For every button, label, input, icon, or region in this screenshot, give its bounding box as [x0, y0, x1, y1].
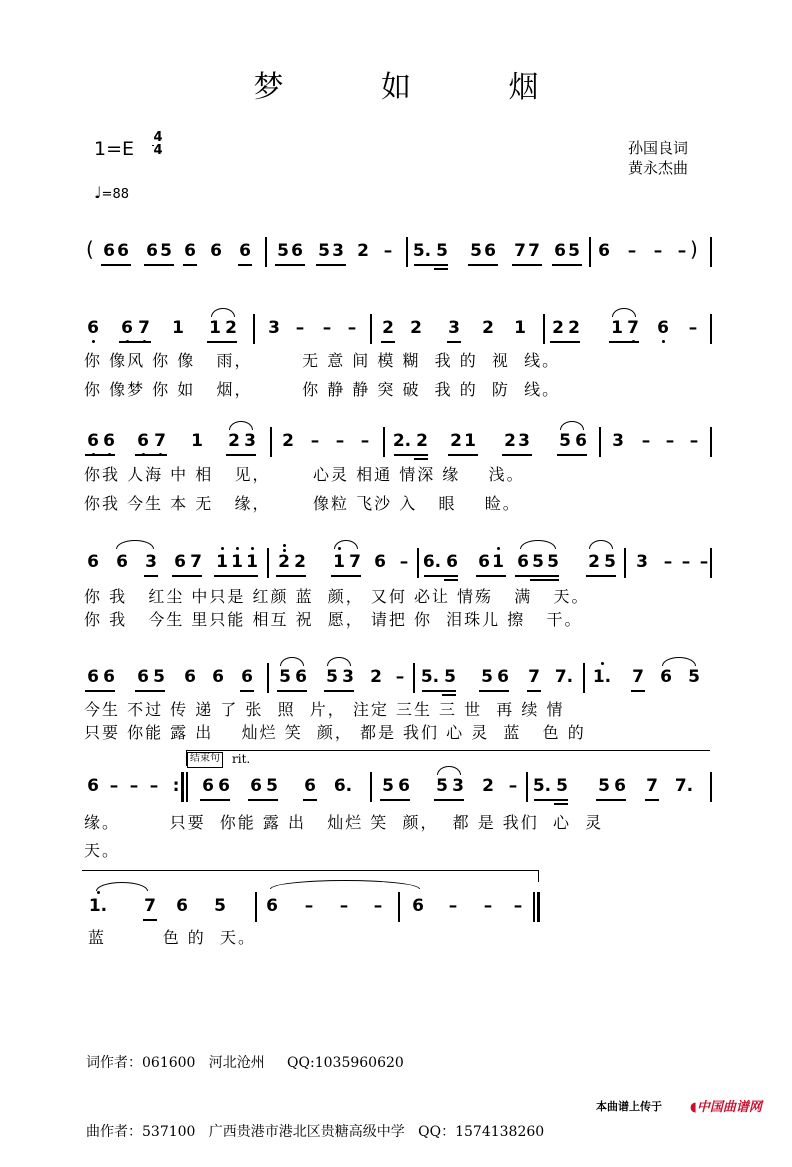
score-note: 5	[326, 667, 338, 687]
score-note: –	[689, 431, 699, 451]
score-note: 6.	[422, 552, 442, 572]
score-note: 7	[632, 667, 644, 687]
score-note: 5	[532, 552, 544, 572]
bar-line	[537, 892, 540, 922]
score-note: 2	[588, 552, 600, 572]
beat-underline	[316, 264, 346, 266]
score-note: 5	[279, 667, 291, 687]
score-note: 7	[646, 776, 658, 796]
beat-underline	[101, 264, 131, 266]
beat-underline	[479, 690, 509, 692]
slur-mark	[280, 657, 304, 666]
beat-underline	[144, 264, 174, 266]
key-signature: 1=E	[94, 138, 135, 160]
score-note: 1	[242, 548, 262, 576]
score-note: 1	[172, 318, 184, 338]
score-note: 7	[150, 427, 170, 455]
slur-mark	[229, 421, 253, 430]
beat-underline	[424, 575, 458, 577]
score-note: 6	[304, 776, 316, 796]
score-note: 6	[554, 241, 566, 261]
score-note: 5	[160, 241, 172, 261]
beat-underline	[586, 575, 616, 577]
beat-underline	[512, 264, 542, 266]
score-note: 1	[191, 431, 203, 451]
site-name: 中国曲谱网	[696, 1100, 762, 1115]
bar-line	[589, 237, 591, 267]
score-note: 6	[210, 241, 222, 261]
score-note: –	[448, 896, 458, 916]
beat-underline	[527, 690, 541, 692]
repeat-paren-close: )	[690, 237, 698, 261]
bar-line	[265, 237, 267, 267]
score-note: 1	[212, 548, 232, 576]
beat-underline	[515, 575, 559, 577]
score-note: –	[627, 241, 637, 261]
beat-underline	[447, 341, 461, 343]
score-note: 2	[228, 431, 240, 451]
slur-mark	[334, 540, 358, 549]
score-note: 6	[87, 552, 99, 572]
score-note: 5	[444, 667, 456, 687]
score-note: 6	[212, 667, 224, 687]
score-note: 2	[225, 318, 237, 338]
score-note: 2	[410, 318, 422, 338]
score-note: –	[513, 896, 523, 916]
score-system-4	[0, 548, 792, 582]
score-note: 3	[145, 552, 157, 572]
score-note: 7	[528, 241, 540, 261]
score-note: 7	[528, 667, 540, 687]
bar-line	[417, 548, 419, 578]
score-note: 6	[598, 241, 610, 261]
score-note: –	[681, 552, 691, 572]
score-note: –	[699, 552, 709, 572]
beat-underline	[200, 799, 230, 801]
score-note: 6	[653, 314, 673, 342]
score-note: 6	[266, 896, 278, 916]
beat-underline	[183, 264, 197, 266]
score-note: 1	[209, 318, 221, 338]
lyric-line: 今生 不过 传 递 了 张 照 片， 注定 三生 三 世 再 续 情	[84, 700, 565, 719]
score-note: –	[310, 431, 320, 451]
score-note: 5	[556, 776, 568, 796]
score-note: 1.	[592, 663, 612, 691]
score-note: 5	[436, 776, 448, 796]
credits	[628, 138, 688, 178]
score-note: 2	[450, 431, 462, 451]
score-note: –	[508, 776, 518, 796]
score-note: 6	[146, 241, 158, 261]
score-note: 3	[342, 667, 354, 687]
score-note: 2	[274, 548, 294, 576]
bar-line	[186, 772, 188, 802]
score-note: –	[339, 896, 349, 916]
score-system-2	[0, 314, 792, 348]
beat-underline	[240, 690, 254, 692]
score-note: 6	[660, 667, 672, 687]
beat-underline	[119, 341, 151, 343]
quarter-note-icon: ♩	[94, 183, 102, 202]
beat-underline	[324, 690, 354, 692]
score-note: 7	[134, 314, 154, 342]
score-note: –	[483, 896, 493, 916]
score-note: 6	[239, 241, 251, 261]
lyric-line: 蓝 色 的 天。	[88, 928, 256, 947]
score-note: –	[653, 241, 663, 261]
score-note: 3	[636, 552, 648, 572]
tempo-marking	[94, 183, 129, 202]
bar-line	[152, 145, 154, 146]
score-note: 6	[497, 667, 509, 687]
beat-underline	[143, 919, 157, 921]
score-note: 6	[174, 552, 186, 572]
score-note: 2	[282, 431, 294, 451]
score-system-6	[0, 772, 792, 806]
beat-underline	[442, 694, 456, 696]
score-note: 5	[481, 667, 493, 687]
score-note: –	[383, 241, 393, 261]
score-note: 6	[103, 241, 115, 261]
score-note: 6	[117, 314, 137, 342]
score-note: –	[688, 318, 698, 338]
score-note: 6	[83, 427, 103, 455]
score-note: 5.	[412, 241, 432, 261]
score-note: 3	[268, 318, 280, 338]
score-note: 1	[488, 548, 508, 576]
score-note: –	[322, 318, 332, 338]
score-note: 2	[482, 776, 494, 796]
bar-line	[624, 548, 626, 578]
score-note: 6	[83, 314, 103, 342]
beat-underline	[414, 264, 448, 266]
score-note: 5	[436, 241, 448, 261]
beat-underline	[303, 799, 317, 801]
bar-line	[255, 892, 257, 922]
score-note: 6	[250, 776, 262, 796]
bar-line	[599, 427, 601, 457]
bar-line	[583, 663, 585, 693]
score-note: 6	[184, 241, 196, 261]
score-note: 7	[514, 241, 526, 261]
score-note: 5	[470, 241, 482, 261]
slur-mark	[520, 540, 556, 549]
lyric-line: 你 像梦 你 如 烟， 你 静 静 突 破 我 的 防 线。	[84, 380, 561, 399]
bar-line	[253, 314, 255, 344]
score-note: –	[677, 241, 687, 261]
beat-underline	[248, 799, 278, 801]
lyric-line: 缘。 只要 你能 露 出 灿烂 笑 颜， 都 是 我们 心 灵	[84, 813, 604, 832]
score-note: 2	[482, 318, 494, 338]
score-note: 5	[598, 776, 610, 796]
beat-underline	[85, 454, 115, 456]
bar-line	[710, 237, 712, 267]
score-note: 5	[688, 667, 700, 687]
beat-underline	[534, 799, 568, 801]
score-note: :	[172, 776, 180, 796]
beat-underline	[226, 454, 256, 456]
score-note: –	[295, 318, 305, 338]
composer-info: 曲作者：537100 广西贵港市港北区贵糖高级中学 QQ：1574138260	[86, 1124, 545, 1140]
beat-underline	[135, 454, 167, 456]
score-note: –	[663, 552, 673, 572]
beat-underline	[554, 803, 568, 805]
score-note: 6	[295, 667, 307, 687]
score-note: 1	[611, 318, 623, 338]
score-note: 6	[176, 896, 188, 916]
lyric-line: 你我 人海 中 相 见， 心灵 相通 情深 缘 浅。	[84, 465, 525, 484]
beat-underline	[631, 690, 645, 692]
beat-underline	[214, 575, 258, 577]
score-system-7	[0, 892, 792, 926]
score-note: 2	[357, 241, 369, 261]
score-note: 5	[604, 552, 616, 572]
lyric-line: 你 我 今生 里只能 相互 祝 愿， 请把 你 泪珠儿 擦 干。	[84, 610, 583, 629]
bar-line	[543, 314, 545, 344]
beat-underline	[434, 799, 464, 801]
score-note: 6	[412, 896, 424, 916]
score-note: 6	[446, 552, 458, 572]
bar-line	[370, 314, 372, 344]
beat-underline	[609, 341, 639, 343]
beat-underline	[476, 575, 506, 577]
score-note: –	[373, 896, 383, 916]
score-note: 3	[612, 431, 624, 451]
score-note: 6	[241, 667, 253, 687]
score-note: 6	[133, 427, 153, 455]
beat-underline	[135, 690, 165, 692]
score-note: 2	[370, 667, 382, 687]
score-note: 7.	[554, 667, 574, 687]
score-note: 5	[214, 896, 226, 916]
bar-line	[526, 772, 528, 802]
page-title: 梦 如 烟	[253, 70, 583, 105]
score-note: 6	[103, 667, 115, 687]
score-note: 1.	[88, 892, 108, 920]
score-note: 5	[153, 667, 165, 687]
slur-mark	[211, 308, 235, 317]
score-note: 6	[374, 552, 386, 572]
time-signature-top: 4	[153, 130, 163, 145]
beat-underline	[380, 799, 410, 801]
beat-underline	[144, 575, 158, 577]
score-note: 6	[117, 241, 129, 261]
score-note: 6	[517, 552, 529, 572]
slur-mark	[96, 882, 148, 891]
lyricist-credit: 孙国良词	[628, 139, 689, 157]
slur-mark	[437, 766, 461, 775]
time-signature	[152, 131, 164, 157]
bar-line	[181, 772, 184, 802]
author-info	[86, 1006, 544, 1167]
beat-underline	[596, 799, 626, 801]
bar-line	[710, 548, 712, 578]
beat-underline	[275, 264, 305, 266]
score-note: 2.	[392, 431, 412, 451]
slur-mark	[327, 657, 351, 666]
score-note: 2	[504, 431, 516, 451]
beat-underline	[434, 268, 448, 270]
score-note: –	[129, 776, 139, 796]
score-note: 5	[547, 552, 559, 572]
score-note: 3	[244, 431, 256, 451]
beat-underline	[552, 264, 582, 266]
score-note: 5.	[420, 667, 440, 687]
beat-underline	[277, 690, 307, 692]
score-note: 5	[568, 241, 580, 261]
score-note: 2	[382, 318, 394, 338]
beat-underline	[557, 454, 587, 456]
score-note: 3	[448, 318, 460, 338]
score-note: –	[395, 667, 405, 687]
upload-note: 本曲谱上传于	[596, 1100, 662, 1113]
score-note: 5	[266, 776, 278, 796]
score-note: 6	[116, 552, 128, 572]
rit-marking: rit.	[232, 752, 251, 766]
score-note: 3	[332, 241, 344, 261]
score-note: 1	[227, 548, 247, 576]
score-note: –	[641, 431, 651, 451]
lyric-line: 你 像风 你 像 雨， 无 意 间 模 糊 我 的 视 线。	[84, 351, 561, 370]
bar-line	[267, 663, 269, 693]
bar-line	[413, 663, 415, 693]
score-note: 6	[398, 776, 410, 796]
beat-underline	[414, 458, 428, 460]
score-note: 6	[202, 776, 214, 796]
score-note: 1	[329, 548, 349, 576]
beat-underline	[207, 341, 237, 343]
site-logo[interactable]	[690, 1096, 762, 1115]
score-note: 2	[552, 318, 564, 338]
score-note: 3	[452, 776, 464, 796]
beat-underline	[530, 579, 559, 581]
score-note: 7	[349, 552, 361, 572]
score-note: 6	[137, 667, 149, 687]
score-system-1	[0, 237, 792, 271]
slur-mark	[560, 421, 584, 430]
score-note: 6	[184, 667, 196, 687]
score-note: 2	[568, 318, 580, 338]
score-note: 5	[382, 776, 394, 796]
score-note: 5	[559, 431, 571, 451]
lyric-line: 你我 今生 本 无 缘， 像粒 飞沙 入 眼 睑。	[84, 494, 521, 513]
bar-line	[370, 772, 372, 802]
beat-underline	[331, 575, 361, 577]
score-note: 1	[514, 318, 526, 338]
score-note: 7	[144, 896, 156, 916]
bar-line	[398, 892, 400, 922]
bar-line	[710, 314, 712, 344]
beat-underline	[448, 454, 478, 456]
beat-underline	[172, 575, 202, 577]
score-note: 6	[478, 552, 490, 572]
beat-underline	[645, 799, 659, 801]
bar-line	[710, 772, 712, 802]
score-note: –	[665, 431, 675, 451]
ending-marker: 结束句	[187, 752, 223, 768]
score-note: 6	[87, 776, 99, 796]
beat-underline	[394, 454, 428, 456]
score-note: 6	[614, 776, 626, 796]
repeat-paren-open: (	[86, 237, 94, 261]
lyric-line: 只要 你能 露 出 灿烂 笑 颜， 都是 我们 心 灵 蓝 色 的	[84, 723, 586, 742]
score-note: 6	[218, 776, 230, 796]
time-signature-bottom: 4	[153, 143, 163, 158]
site-logo-icon: ◖	[690, 1100, 697, 1115]
bar-line	[533, 892, 535, 922]
score-system-3	[0, 427, 792, 461]
lyricist-info: 词作者：061600 河北沧州 QQ:1035960620	[86, 1055, 404, 1071]
score-note: 5.	[532, 776, 552, 796]
score-note: 5	[277, 241, 289, 261]
beat-underline	[238, 264, 252, 266]
slur-mark	[612, 308, 636, 317]
beat-underline	[468, 264, 498, 266]
score-note: 6	[291, 241, 303, 261]
score-note: 6.	[333, 776, 353, 796]
score-note: 5	[318, 241, 330, 261]
slur-mark	[589, 540, 613, 549]
composer-credit: 黄永杰曲	[628, 159, 689, 177]
score-note: –	[347, 318, 357, 338]
score-note: 7	[190, 552, 202, 572]
score-note: 1	[464, 431, 476, 451]
bar-line	[383, 427, 385, 457]
score-note: 7.	[674, 776, 694, 796]
score-note: 2	[416, 431, 428, 451]
beat-underline	[381, 341, 395, 343]
beat-underline	[444, 579, 458, 581]
score-system-5	[0, 663, 792, 697]
score-note: –	[149, 776, 159, 796]
score-note: 6	[99, 427, 119, 455]
bar-line	[267, 548, 269, 578]
score-note: 2	[294, 552, 306, 572]
tempo-value: =88	[101, 187, 129, 202]
lyric-line: 天。	[84, 841, 121, 860]
score-note: –	[304, 896, 314, 916]
score-note: 6	[87, 667, 99, 687]
beat-underline	[422, 690, 456, 692]
score-note: 3	[518, 431, 530, 451]
bar-line	[406, 237, 408, 267]
bar-line	[270, 427, 272, 457]
slur-mark	[270, 880, 420, 889]
beat-underline	[85, 690, 115, 692]
score-note: 6	[484, 241, 496, 261]
lyric-line: 你 我 红尘 中只是 红颜 蓝 颜， 又何 必让 情殇 满 天。	[84, 587, 590, 606]
beat-underline	[502, 454, 532, 456]
score-note: 6	[575, 431, 587, 451]
score-note: –	[360, 431, 370, 451]
score-note: –	[109, 776, 119, 796]
score-note: –	[335, 431, 345, 451]
score-note: 7	[623, 314, 643, 342]
beat-underline	[550, 341, 580, 343]
score-note: –	[399, 552, 409, 572]
bar-line	[710, 427, 712, 457]
beat-underline	[276, 575, 306, 577]
